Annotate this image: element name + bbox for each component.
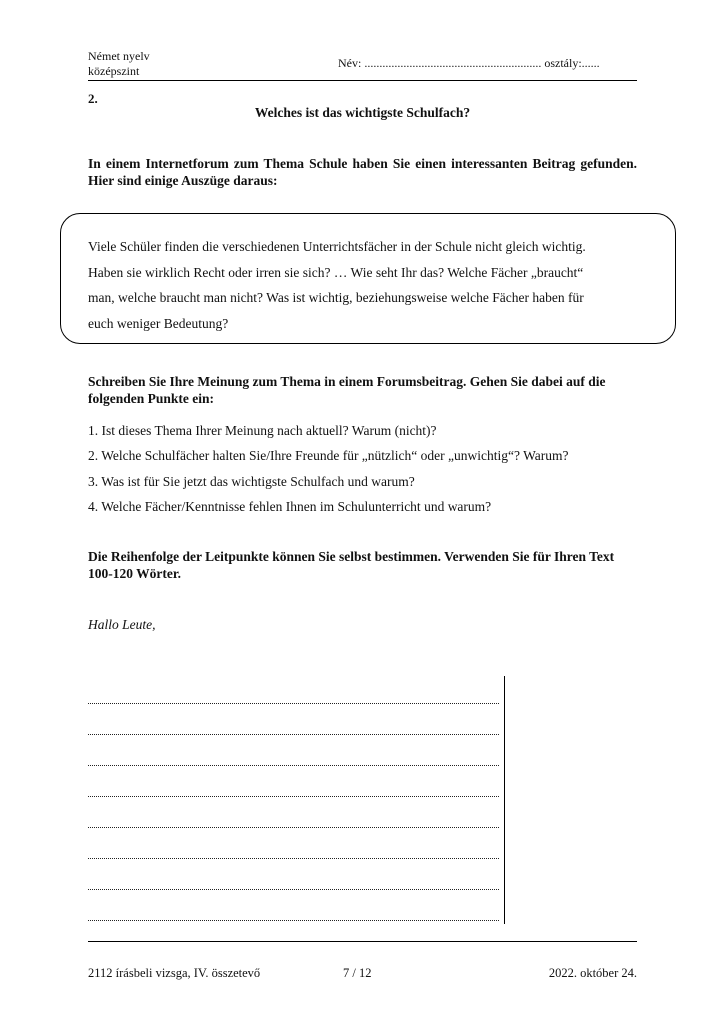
writing-line[interactable] [88,827,499,828]
guide-point: 2. Welche Schulfächer halten Sie/Ihre Freunde für „nützlich“ oder „unwichtig“? Warum? [88,448,569,464]
name-class-field: Név: ........................................................... osztály:...... [338,56,600,70]
quote-line: euch weniger Bedeutung? [88,315,229,331]
forum-quote-text [88,234,648,336]
subject-line-2: középszint [88,64,140,78]
writing-area[interactable] [88,676,505,924]
writing-line[interactable] [88,796,499,797]
writing-line[interactable] [88,765,499,766]
guide-point: 3. Was ist für Sie jetzt das wichtigste Schulfach und warum? [88,473,415,489]
greeting: Hallo Leute, [88,617,156,632]
task-intro: In einem Internetforum zum Thema Schule haben Sie einen interessanten Beitrag gefunden. Hier sind einige Auszüge daraus: [88,156,637,188]
task-title: Welches ist das wichtigste Schulfach? [254,105,471,120]
writing-line[interactable] [88,920,499,921]
footer-divider [88,941,637,942]
order-note: Die Reihenfolge der Leitpunkte können Sie selbst bestimmen. Verwenden Sie für Ihren Text 100-120 Wörter. [88,549,615,581]
subject-line-1: Német nyelv [88,49,150,63]
guide-point: 4. Welche Fächer/Kenntnisse fehlen Ihnen im Schulunterricht und warum? [88,498,492,514]
writing-line[interactable] [88,703,499,704]
footer-exam: 2112 írásbeli vizsga, IV. összetevő [88,966,261,980]
writing-line[interactable] [88,889,499,890]
footer-date: 2022. október 24. [548,966,637,980]
header-divider [88,80,637,81]
writing-line[interactable] [88,858,499,859]
quote-line: Haben sie wirklich Recht oder irren sie sich? … Wie seht Ihr das? Welche Fächer „braucht“ [88,264,584,280]
footer-page-number: 7 / 12 [343,966,372,980]
guide-points-list [88,422,569,523]
task-instruction: Schreiben Sie Ihre Meinung zum Thema in einem Forumsbeitrag. Gehen Sie dabei auf die folgenden Punkte ein: [88,374,606,406]
subject-label [88,49,150,79]
quote-line: man, welche braucht man nicht? Was ist wichtig, beziehungsweise welche Fächer haben für [88,290,584,305]
guide-point: 1. Ist dieses Thema Ihrer Meinung nach aktuell? Warum (nicht)? [88,423,437,438]
task-number: 2. [88,91,98,106]
quote-line: Viele Schüler finden die verschiedenen Unterrichtsfächer in der Schule nicht gleich wichtig. [88,239,586,254]
writing-line[interactable] [88,734,499,735]
